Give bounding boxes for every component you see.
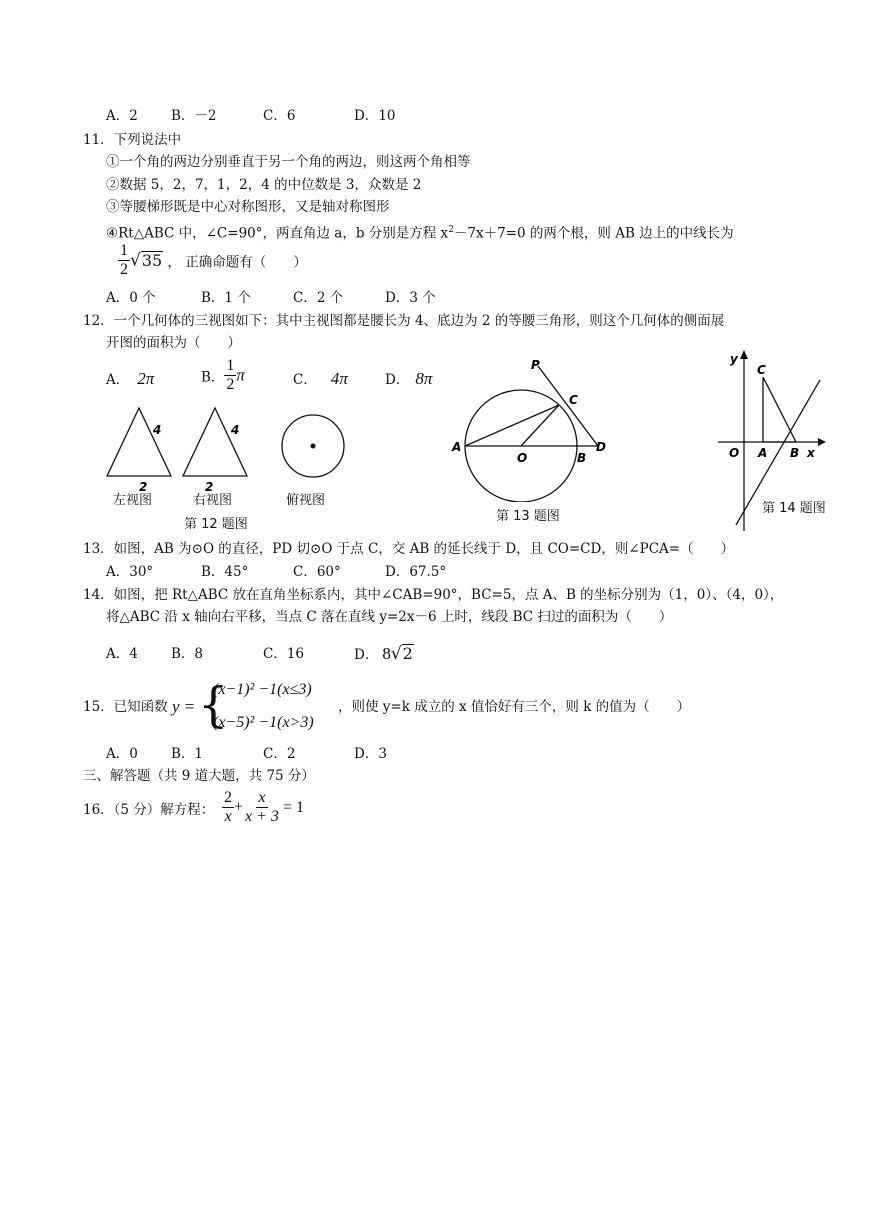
q12-option-b-num: 1 <box>226 357 235 374</box>
q11-item-3: ③等腰梯形既是中心对称图形，又是轴对称图形 <box>106 199 390 215</box>
q16-fraction-2 <box>243 789 281 826</box>
q12-option-d-value: 8π <box>415 369 433 388</box>
q15-option-b: B．1 <box>171 746 204 762</box>
q16-f1-den: x <box>224 808 232 825</box>
fig14-y-arrow-icon <box>740 350 748 359</box>
fig13-tangent-pd <box>538 366 598 446</box>
q13-option-b: B．45° <box>201 564 249 580</box>
q12-option-b-pi: π <box>236 365 245 385</box>
fig13-label-p: P <box>531 358 540 372</box>
q10-option-c: C．6 <box>263 108 296 124</box>
q11-item-4-pre: ④Rt△ABC 中，∠C=90°，两直角边 a，b 分别是方程 x <box>106 225 449 242</box>
q11-item-1: ①一个角的两边分别垂直于另一个角的两边，则这两个角相等 <box>106 154 471 170</box>
q12-option-b-den: 2 <box>226 376 235 393</box>
q16-rhs: = 1 <box>282 798 304 816</box>
q14-stem-line-1: 14．如图，把 Rt△ABC 放在直角坐标系内，其中∠CAB=90°，BC=5，点 A、B 的坐标分别为（1，0）、（4，0）， <box>83 587 784 603</box>
q13-option-d: D．67.5° <box>385 564 447 580</box>
sqrt-sign-icon: √ <box>390 644 402 664</box>
q13-option-c: C．60° <box>293 564 341 580</box>
q15-stem-post: ，则使 y=k 成立的 x 值恰好有三个，则 k 的值为（ ） <box>338 699 691 715</box>
fig14-label-b: B <box>790 446 800 460</box>
q11-fraction-den: 2 <box>120 261 128 278</box>
q11-median-expression <box>118 242 307 279</box>
q15-stem-pre: 15．已知函数 <box>83 699 168 715</box>
q14-option-d <box>354 643 414 664</box>
fig13-label-a: A <box>452 440 462 454</box>
fig14-label-x: x <box>807 446 815 460</box>
left-view-caption: 左视图 <box>113 493 153 508</box>
fig13-circle-tangent <box>440 352 625 502</box>
q11-option-b: B．1 个 <box>201 290 251 306</box>
q11-option-d: D．3 个 <box>385 290 436 306</box>
q11-item-4-post: －7x＋7=0 的两个根，则 AB 边上的中线长为 <box>453 225 734 242</box>
left-view-triangle <box>107 408 171 476</box>
fig13-label-o: O <box>517 451 528 465</box>
fig13-caption: 第 13 题图 <box>496 509 560 524</box>
right-view-triangle <box>183 408 247 476</box>
q14-option-d-coef: 8 <box>382 644 391 663</box>
q12-option-b-fraction <box>224 357 236 394</box>
q13-option-a: A．30° <box>106 564 154 580</box>
q14-option-c: C．16 <box>263 646 305 662</box>
q11-item-4-sup: 2 <box>448 225 454 235</box>
q16-f2-num: x <box>258 789 266 806</box>
fig13-label-b: B <box>577 451 587 465</box>
fig13-label-d: D <box>596 440 606 454</box>
q12-option-d-label: D． <box>385 372 410 388</box>
q15-y-equals: y = <box>172 697 196 716</box>
q13-stem: 13．如图，AB 为⊙O 的直径，PD 切⊙O 于点 C，交 AB 的延长线于 D，且 CO=CD，则∠PCA=（ ） <box>83 541 735 557</box>
q16-f2-den: x + 3 <box>245 808 279 825</box>
q15-option-d: D．3 <box>354 746 387 762</box>
top-view-caption: 俯视图 <box>286 493 326 508</box>
q12-option-d <box>385 370 432 389</box>
q15-option-c: C．2 <box>263 746 296 762</box>
fig14-triangle-abc <box>763 377 796 442</box>
fig14-label-a: A <box>758 446 768 460</box>
q12-option-b-label: B． <box>201 369 225 386</box>
q14-option-b: B．8 <box>171 646 204 662</box>
left-view-side-label: 4 <box>153 423 162 437</box>
right-view-caption: 右视图 <box>193 493 233 508</box>
q12-option-b <box>201 357 245 394</box>
fig14-x-arrow-icon <box>818 438 826 446</box>
fig13-label-c: C <box>569 393 578 407</box>
q16-fraction-1 <box>222 789 234 826</box>
left-view-base-label: 2 <box>139 480 148 494</box>
q11-fraction <box>118 242 130 279</box>
q11-option-a: A．0 个 <box>106 290 156 306</box>
sqrt-sign-icon: √ <box>130 250 141 271</box>
q15-option-a: A．0 <box>106 746 138 762</box>
fig12-caption: 第 12 题图 <box>184 517 248 532</box>
q12-stem-line-2: 开图的面积为（ ） <box>106 335 241 351</box>
q14-option-a: A．4 <box>106 646 138 662</box>
q12-option-c-label: C． <box>293 372 317 388</box>
fig14-caption: 第 14 题图 <box>762 501 826 516</box>
q11-item-4 <box>106 221 734 243</box>
q12-option-c <box>293 370 348 389</box>
q12-option-a <box>106 370 154 389</box>
q11-option-c: C．2 个 <box>293 290 344 306</box>
right-view-side-label: 4 <box>231 423 240 437</box>
top-view-center-dot <box>311 444 316 449</box>
fig13-chord-ac <box>465 405 559 446</box>
q11-radicand: 35 <box>141 251 163 270</box>
q16-stem: 16．（5 分）解方程： <box>83 802 215 818</box>
q12-option-a-label: A． <box>106 372 130 388</box>
q11-stem: 11．下列说法中 <box>83 132 182 148</box>
q11-item-2: ②数据 5，2，7，1，2，4 的中位数是 3，众数是 2 <box>106 177 422 193</box>
q14-option-d-label: D． <box>354 647 379 663</box>
right-view-base-label: 2 <box>205 480 214 494</box>
q16-plus: + <box>234 798 244 816</box>
q11-tail: ， 正确命题有（ ） <box>167 254 307 271</box>
q16-f1-num: 2 <box>224 789 232 806</box>
piecewise-brace-icon: { <box>198 677 229 733</box>
q10-option-d: D．10 <box>354 108 396 124</box>
fig13-radius-oc <box>521 405 559 446</box>
q12-stem-line-1: 12．一个几何体的三视图如下：其中主视图都是腰长为 4、底边为 2 的等腰三角形，则这个几何体的侧面展 <box>83 313 725 329</box>
q10-option-a: A．2 <box>106 108 138 124</box>
q15-case-1: (x−1)² −1(x≤3) <box>213 681 312 698</box>
q14-option-d-radicand: 2 <box>402 644 413 663</box>
fig14-label-y: y <box>730 352 738 366</box>
q10-option-b: B．－2 <box>171 108 217 124</box>
q15-case-2: (x−5)² −1(x>3) <box>213 714 314 731</box>
section-3-title: 三、解答题（共 9 道大题，共 75 分） <box>83 768 315 784</box>
q14-stem-line-2: 将△ABC 沿 x 轴向右平移，当点 C 落在直线 y=2x－6 上时，线段 BC 扫过的面积为（ ） <box>106 609 673 625</box>
q16-equation <box>222 789 304 826</box>
q12-option-a-value: 2π <box>137 369 155 388</box>
fig14-label-o: O <box>729 446 740 460</box>
q11-fraction-num: 1 <box>120 242 128 259</box>
q12-option-c-value: 4π <box>330 369 348 388</box>
fig14-label-c: C <box>757 363 766 377</box>
